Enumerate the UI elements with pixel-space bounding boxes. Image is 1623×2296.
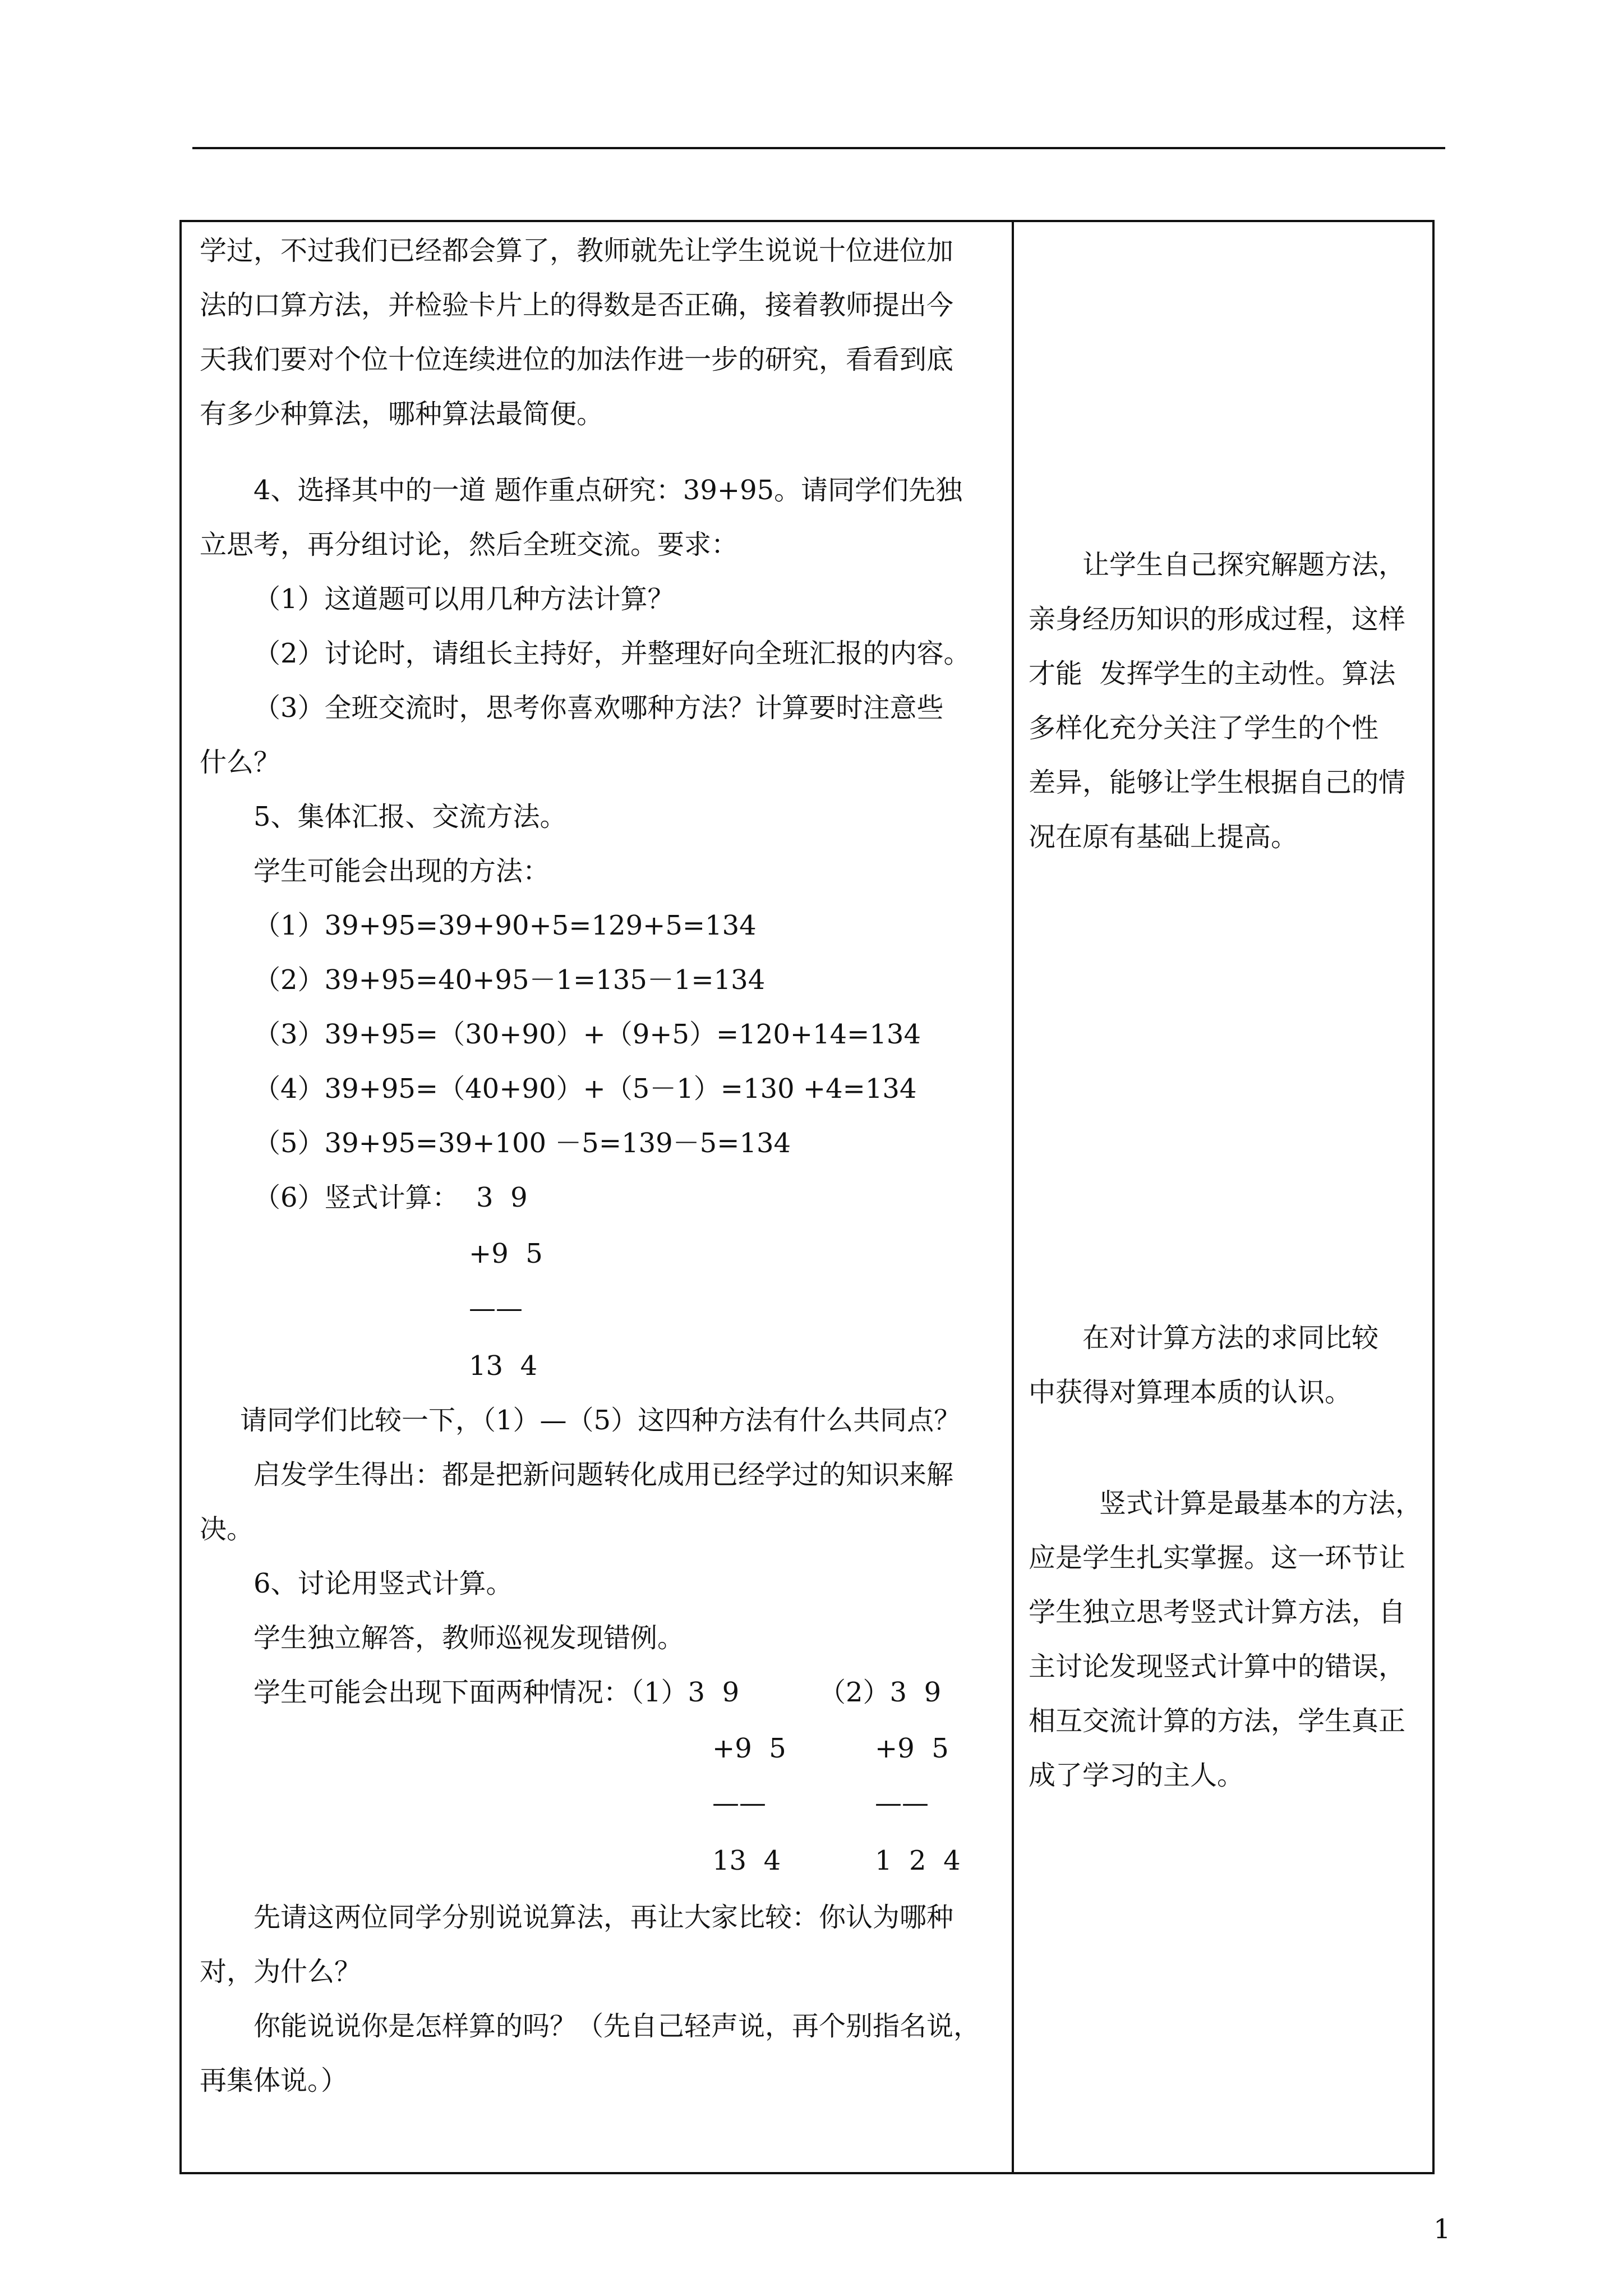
- note-line: 中获得对算理本质的认识。: [1029, 1377, 1352, 1408]
- method-line: （1）39+95=39+90+5=129+5=134: [253, 910, 757, 941]
- process-line: 你能说说你是怎样算的吗？（先自己轻声说，再个别指名说，: [253, 2010, 981, 2042]
- process-line: 请同学们比较一下，（1）—（5）这四种方法有什么共同点？: [240, 1405, 961, 1436]
- note-line: 相互交流计算的方法，学生真正: [1029, 1705, 1406, 1737]
- method-line: （5）39+95=39+100 －5=139－5=134: [253, 1128, 791, 1159]
- process-line: 4、选择其中的一道 题作重点研究：39+95。请同学们先独: [253, 475, 963, 506]
- vertical-calc-line: （2）3 9: [819, 1677, 942, 1708]
- note-line: 才能 发挥学生的主动性。算法: [1029, 658, 1396, 689]
- vertical-calc-line: +9 5: [469, 1238, 543, 1269]
- method-line: （6）竖式计算： 3 9: [253, 1182, 528, 1213]
- header-rule: [192, 147, 1445, 149]
- note-line: 在对计算方法的求同比较: [1082, 1322, 1379, 1354]
- process-line: 立思考，再分组讨论，然后全班交流。要求：: [200, 529, 739, 560]
- process-line: 6、讨论用竖式计算。: [253, 1568, 513, 1599]
- process-line: （3）全班交流时，思考你喜欢哪种方法？计算要时注意些: [253, 692, 944, 724]
- process-line: 学生可能会出现下面两种情况：（1）3 9: [253, 1677, 740, 1708]
- note-line: 让学生自己探究解题方法，: [1082, 549, 1406, 581]
- process-line: 有多少种算法，哪种算法最简便。: [200, 398, 604, 430]
- page-number: 1: [1433, 2214, 1451, 2245]
- vertical-calc-line: +9 5: [712, 1733, 786, 1764]
- process-line: 先请这两位同学分别说说算法，再让大家比较：你认为哪种: [253, 1902, 954, 1933]
- process-line: 学生独立解答，教师巡视发现错例。: [253, 1622, 685, 1654]
- process-line: 决。: [200, 1513, 254, 1545]
- vertical-calc-line: 1 2 4: [875, 1845, 961, 1876]
- vertical-calc-line: 13 4: [712, 1845, 781, 1876]
- vertical-calc-line: ——: [469, 1292, 523, 1324]
- note-line: 学生独立思考竖式计算方法，自: [1029, 1596, 1406, 1628]
- note-line: 应是学生扎实掌握。这一环节让: [1029, 1542, 1406, 1573]
- process-line: （1）这道题可以用几种方法计算？: [253, 583, 675, 615]
- note-line: 亲身经历知识的形成过程，这样: [1029, 604, 1406, 635]
- note-line: 多样化充分关注了学生的个性: [1029, 712, 1379, 744]
- note-line: 竖式计算是最基本的方法，: [1099, 1488, 1423, 1519]
- process-line: 什么？: [200, 747, 281, 778]
- vertical-calc-line: 13 4: [469, 1350, 538, 1382]
- process-line: 学生可能会出现的方法：: [253, 855, 550, 887]
- vertical-calc-line: ——: [875, 1787, 929, 1819]
- method-line: （3）39+95=（30+90）+（9+5）=120+14=134: [253, 1019, 921, 1050]
- process-line: 学过，不过我们已经都会算了，教师就先让学生说说十位进位加: [200, 235, 954, 266]
- vertical-calc-line: ——: [712, 1787, 766, 1819]
- note-line: 成了学习的主人。: [1029, 1760, 1244, 1791]
- note-line: 况在原有基础上提高。: [1029, 821, 1298, 853]
- note-line: 主讨论发现竖式计算中的错误，: [1029, 1651, 1406, 1682]
- process-line: 法的口算方法，并检验卡片上的得数是否正确，接着教师提出今: [200, 289, 954, 321]
- process-line: 启发学生得出：都是把新问题转化成用已经学过的知识来解: [253, 1459, 954, 1490]
- process-line: （2）讨论时，请组长主持好，并整理好向全班汇报的内容。: [253, 638, 971, 669]
- process-line: 5、集体汇报、交流方法。: [253, 801, 567, 832]
- process-line: 对，为什么？: [200, 1956, 362, 1987]
- vertical-calc-line: +9 5: [875, 1733, 949, 1764]
- note-line: 差异，能够让学生根据自己的情: [1029, 767, 1406, 798]
- method-line: （4）39+95=（40+90）+（5－1）=130 +4=134: [253, 1073, 917, 1105]
- column-divider: [1012, 220, 1014, 2174]
- method-line: （2）39+95=40+95－1=135－1=134: [253, 964, 766, 996]
- process-line: 天我们要对个位十位连续进位的加法作进一步的研究，看看到底: [200, 344, 954, 375]
- process-line: 再集体说。）: [200, 2065, 348, 2096]
